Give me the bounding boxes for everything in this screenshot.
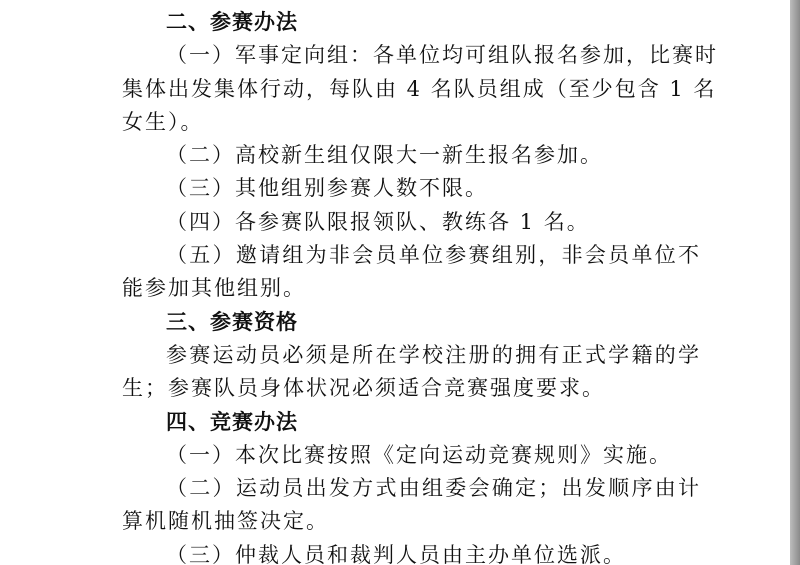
paragraph-eligibility-cont: 生；参赛队员身体状况必须适合竞赛强度要求。 xyxy=(122,376,605,401)
paragraph-team-leaders: （四）各参赛队限报领队、教练各 1 名。 xyxy=(166,209,590,234)
section-heading-eligibility: 三、参赛资格 xyxy=(166,309,298,334)
paragraph-military-orienteering-cont-1: 集体出发集体行动，每队由 4 名队员组成（至少包含 1 名 xyxy=(122,76,717,101)
paragraph-start-method-cont: 算机随机抽签决定。 xyxy=(122,509,329,534)
paragraph-military-orienteering: （一）军事定向组：各单位均可组队报名参加，比赛时 xyxy=(166,43,718,68)
paragraph-eligibility: 参赛运动员必须是所在学校注册的拥有正式学籍的学 xyxy=(166,342,701,367)
paragraph-other-groups: （三）其他组别参赛人数不限。 xyxy=(166,176,488,201)
paragraph-rules: （一）本次比赛按照《定向运动竞赛规则》实施。 xyxy=(166,442,672,467)
paragraph-invitational-group-cont: 能参加其他组别。 xyxy=(122,276,306,301)
paragraph-freshman-group: （二）高校新生组仅限大一新生报名参加。 xyxy=(166,143,603,168)
page-edge-shadow xyxy=(790,0,800,565)
paragraph-start-method: （二）运动员出发方式由组委会确定；出发顺序由计 xyxy=(166,476,701,501)
document-body xyxy=(122,6,718,565)
section-heading-participation-method: 二、参赛办法 xyxy=(166,10,298,34)
paragraph-invitational-group: （五）邀请组为非会员单位参赛组别，非会员单位不 xyxy=(166,243,701,268)
paragraph-referees: （三）仲裁人员和裁判人员由主办单位选派。 xyxy=(166,542,626,565)
paragraph-military-orienteering-cont-2: 女生）。 xyxy=(122,109,204,134)
section-heading-competition-method: 四、竞赛办法 xyxy=(166,409,298,434)
